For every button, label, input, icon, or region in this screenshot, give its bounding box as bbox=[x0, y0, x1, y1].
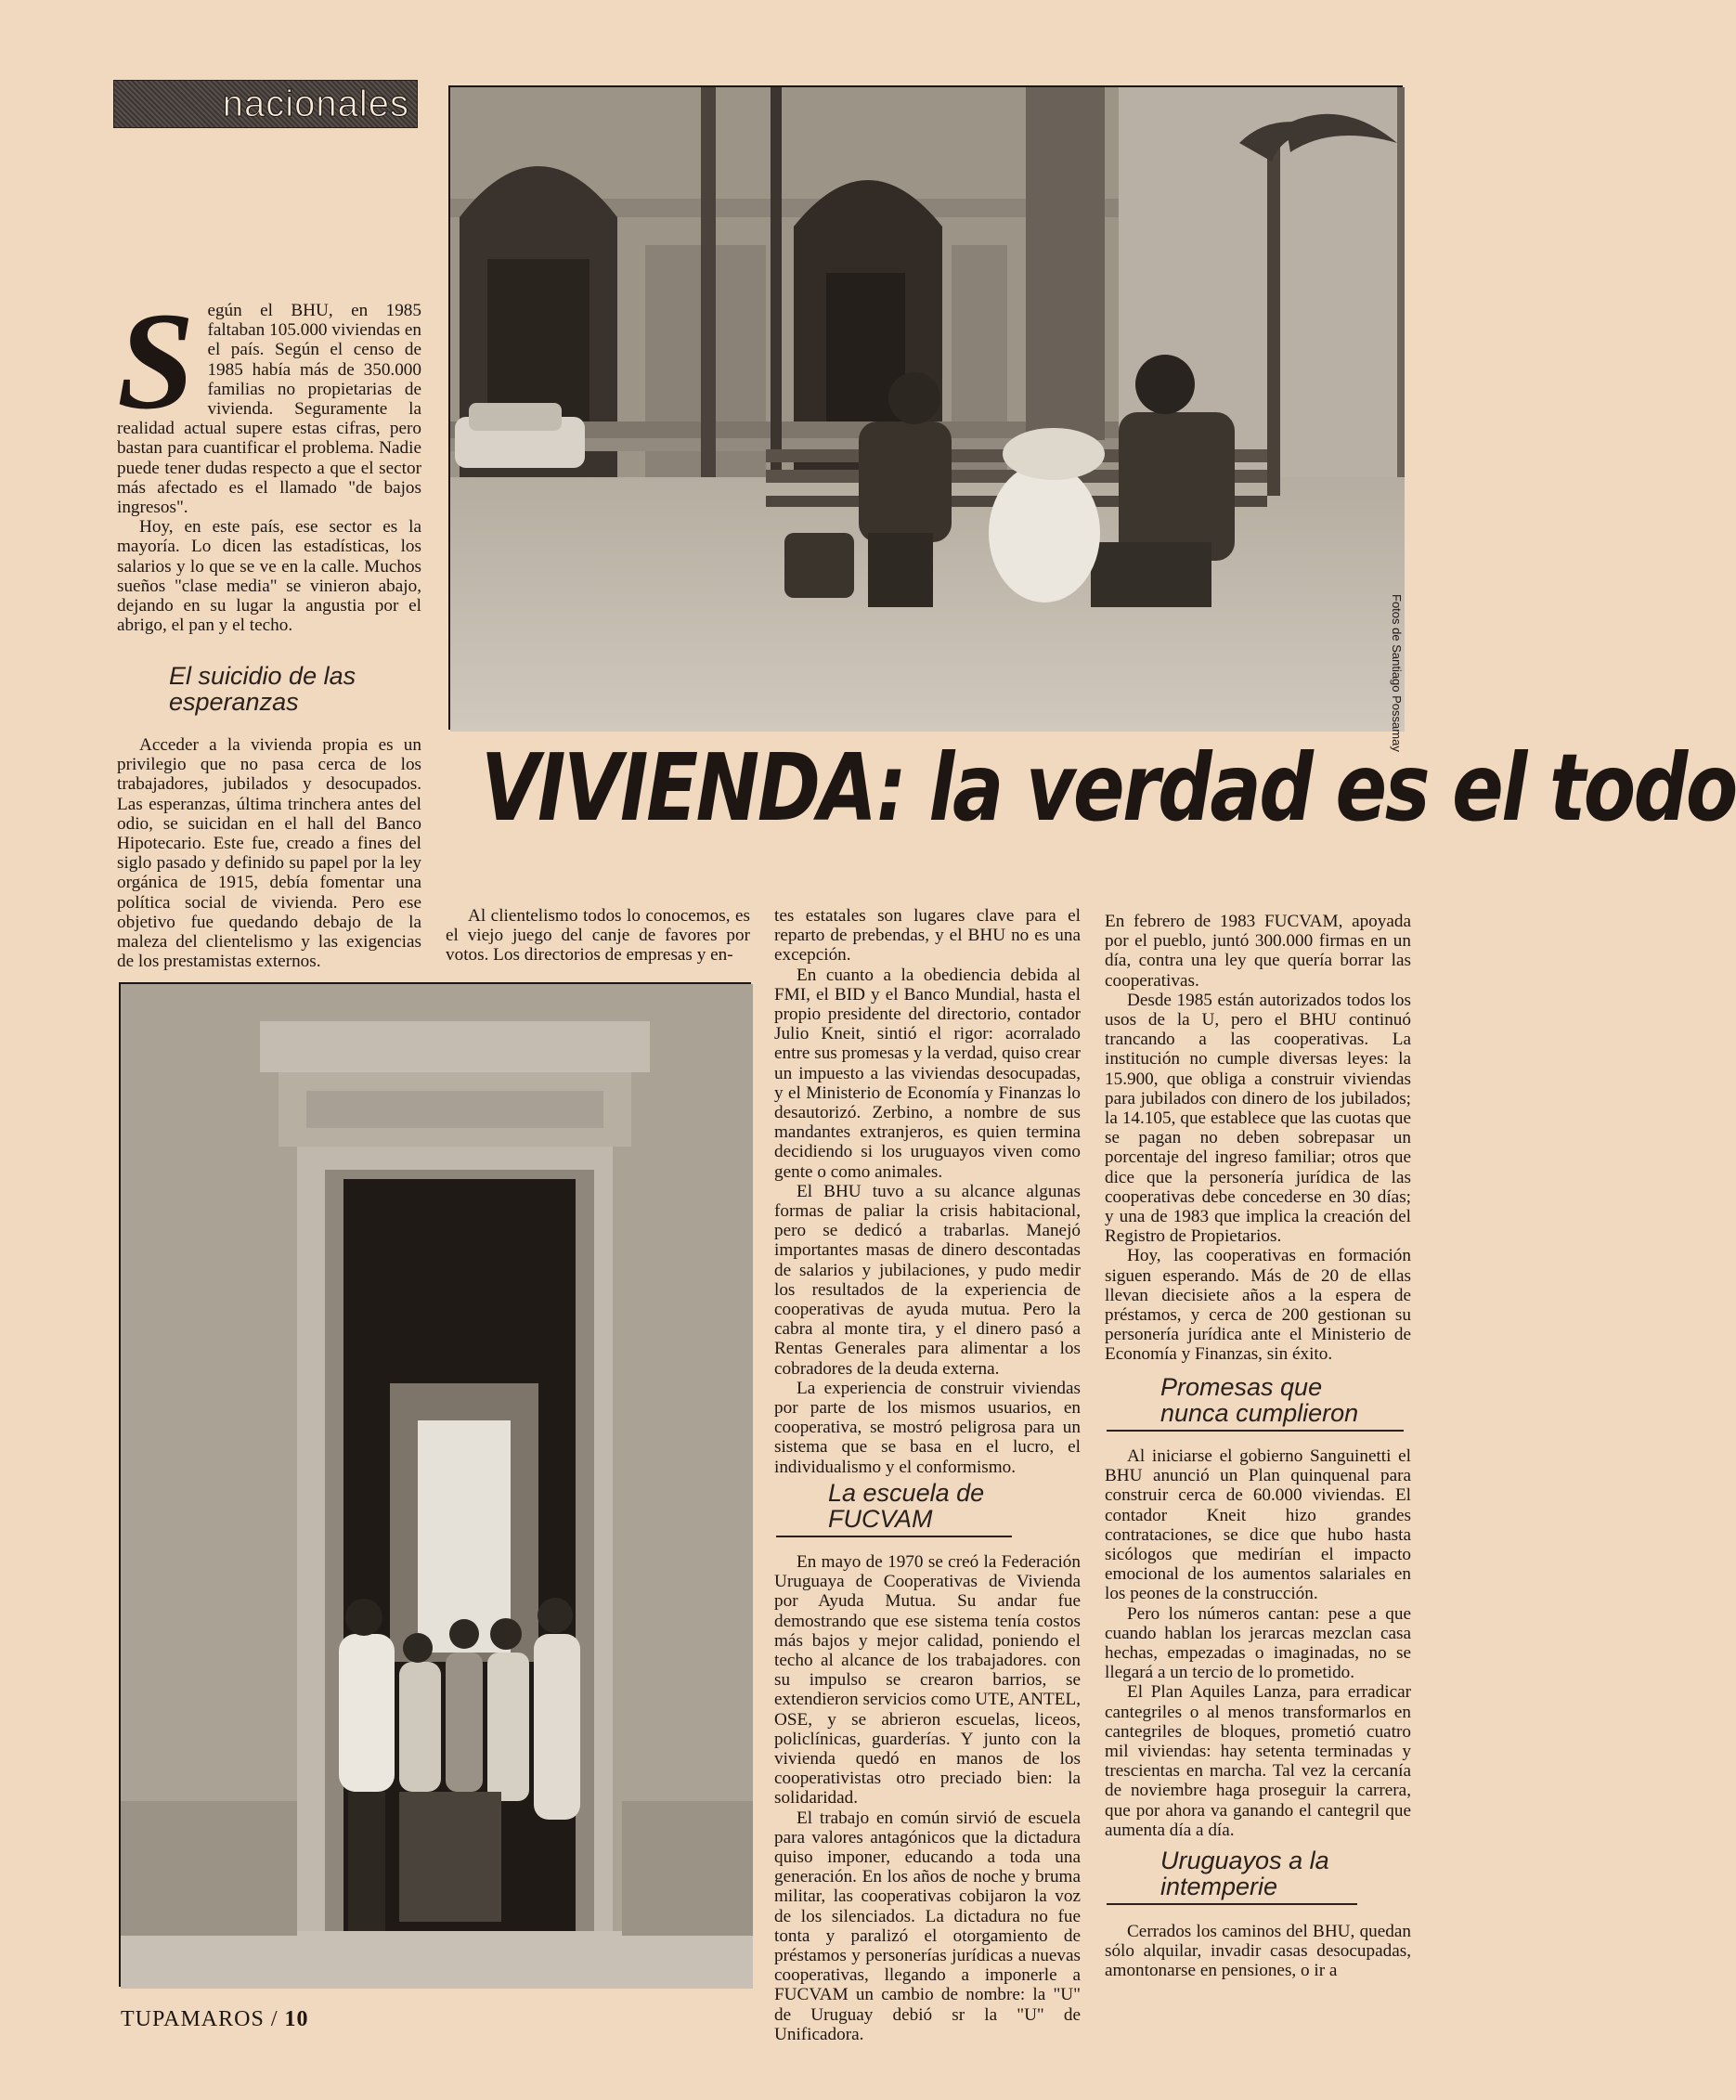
subhead-uruguayos-line2: intemperie bbox=[1160, 1873, 1278, 1900]
photo-family-doorway-image bbox=[121, 984, 753, 1989]
col4-paragraph-3: Al iniciarse el gobierno Sanguinetti el BHU anunció un Plan quinquenal para construir cerca de 60.000 viviendas. El contador Kneit hizo grandes contrataciones, se dice que hubo hasta sicólogos que medirían el impacto emocional de los aumentos salariales en los peones de la construcción. bbox=[1105, 1446, 1411, 1604]
col3-paragraph-3: La experiencia de construir viviendas por parte de los mismos usuarios, en cooperativa, se mostró peligrosa para un sistema que se basa en el lucro, el individualismo y el conformismo. bbox=[774, 1378, 1081, 1477]
col3-paragraph-1: En cuanto a la obediencia debida al FMI, el BID y el Banco Mundial, hasta el propio presidente del directorio, contador Julio Kneit, sintió el rigor: acorralado entre sus promesas y la verdad, quiso crear un impuesto a las viviendas desocupadas, y el Ministerio de Economía y Finanzas lo desautorizó. Zerbino, a nombre de sus mandantes extranjeros, es quien termina decidiendo si los uruguayos viven como gente o como animales. bbox=[774, 965, 1081, 1182]
col3-paragraph-0: tes estatales son lugares clave para el reparto de prebendas, y el BHU no es una excepción. bbox=[774, 906, 1081, 966]
intro-text bbox=[117, 284, 421, 636]
photo-family-doorway bbox=[119, 982, 751, 1987]
col4-paragraph-0: En febrero de 1983 FUCVAM, apoyada por el pueblo, juntó 300.000 firmas en un día, contra una ley que quería borrar las cooperativas. bbox=[1105, 912, 1411, 991]
col2-text bbox=[446, 906, 750, 966]
col4-paragraph-6: Cerrados los caminos del BHU, quedan sólo alquilar, invadir casas desocupadas, amontonarse en pensiones, o ir a bbox=[1105, 1922, 1411, 1981]
subhead-escuela bbox=[776, 1480, 1012, 1537]
col2-paragraph-1: Al clientelismo todos lo conocemos, es el viejo juego del canje de favores por votos. Los directorios de empresas y en- bbox=[446, 906, 750, 966]
footer-page-number: 10 bbox=[284, 2007, 309, 2031]
subhead-suicidio-line2: esperanzas bbox=[169, 688, 299, 716]
photo-plaza-bench-image bbox=[450, 87, 1405, 732]
col4-text-bottom bbox=[1105, 1922, 1411, 1981]
subhead-escuela-line1: La escuela de bbox=[828, 1479, 985, 1507]
photo-plaza-bench bbox=[448, 85, 1403, 730]
col4-paragraph-5: El Plan Aquiles Lanza, para erradicar cantegriles o al menos transformarlos en cantegriles de bloques, prometió cuatro mil viviendas: hay setenta terminadas y trescientas en marcha. Tal vez la cercanía de noviembre haga proseguir la carrera, que por ahora va ganando el cantegril que aumenta día a día. bbox=[1105, 1682, 1411, 1840]
subhead-suicidio bbox=[169, 663, 421, 715]
subhead-promesas bbox=[1107, 1374, 1404, 1432]
col3-paragraph-5: El trabajo en común sirvió de escuela para valores antagónicos que la dictadura quiso imponer, educando a toda una generación. En los años de noche y bruma militar, las cooperativas cobijaron la voz de los silenciados. La dictadura no fue tonta y paralizó el otorgamiento de préstamos y personerías jurídicas a nuevas cooperativas, llegando a imponerle a FUCVAM un cambio de nombre: la "U" de Uruguay debió sr la "U" de Unificadora. bbox=[774, 1808, 1081, 2044]
drop-cap: S bbox=[117, 284, 195, 438]
col4-text-middle bbox=[1105, 1446, 1411, 1840]
subhead-uruguayos-line1: Uruguayos a la bbox=[1160, 1847, 1329, 1874]
suicidio-text bbox=[117, 735, 421, 971]
subhead-uruguayos bbox=[1107, 1847, 1357, 1905]
photo-credit: Fotos de Santiago Possamay bbox=[1390, 594, 1404, 752]
subhead-escuela-line2: FUCVAM bbox=[828, 1505, 933, 1533]
footer-publication: TUPAMAROS / bbox=[121, 2007, 279, 2031]
section-label-text: nacionales bbox=[222, 83, 409, 124]
intro-paragraph-1: egún el BHU, en 1985 faltaban 105.000 viviendas en el país. Según el censo de 1985 había más de 350.000 familias no propietarias de vivienda. Seguramente la realidad actual supere estas cifras, pero bastan para cuantificar el problema. Nadie puede tener dudas respecto a que el sector más afectado es el llamado "de bajos ingresos". bbox=[117, 301, 421, 518]
col3-paragraph-2: El BHU tuvo a su alcance algunas formas de paliar la crisis habitacional, pero se dedicó a trabarlas. Manejó importantes masas de dinero descontadas de salarios y jubilaciones, y pudo medir los resultados de la experiencia de cooperativas de ayuda mutua. Pero la cabra al monte tira, y el dinero pasó a Rentas Generales para alimentar a los cobradores de la deuda externa. bbox=[774, 1181, 1081, 1379]
intro-paragraph-2: Hoy, en este país, ese sector es la mayoría. Lo dicen las estadísticas, los salarios y lo que se ve en la calle. Muchos sueños "clase media" se vinieron abajo, dejando en su lugar la angustia por el abrigo, el pan y el techo. bbox=[117, 517, 421, 636]
subhead-suicidio-line1: El suicidio de las bbox=[169, 662, 356, 690]
col4-paragraph-2: Hoy, las cooperativas en formación siguen esperando. Más de 20 de ellas llevan diecisiete años a la espera de préstamos, y cerca de 200 gestionan su personería jurídica ante el Ministerio de Economía y Finanzas, sin éxito. bbox=[1105, 1246, 1411, 1365]
headline: VIVIENDA: la verdad es el todo bbox=[481, 733, 1736, 842]
section-label bbox=[113, 80, 418, 128]
col3-text-top bbox=[774, 906, 1081, 1477]
col4-paragraph-4: Pero los números cantan: pese a que cuando hablan los jerarcas mezclan casa hechas, empezadas o imaginadas, no se llegará a un tercio de lo prometido. bbox=[1105, 1603, 1411, 1683]
page-footer bbox=[121, 2007, 309, 2032]
col3-paragraph-4: En mayo de 1970 se creó la Federación Uruguaya de Cooperativas de Vivienda por Ayuda Mutua. Su andar fue demostrando que ese sistema tenía costos más bajos y mejor calidad, poniendo el techo al alcance de los trabajadores. con su impulso se crearon barrios, se extendieron servicios como UTE, ANTEL, OSE, y se abrieron escuelas, liceos, policlínicas, guarderías. Y junto con la vivienda quedó en manos de los cooperativistas otro preciado bien: la solidaridad. bbox=[774, 1552, 1081, 1808]
col3-text-bottom bbox=[774, 1552, 1081, 2044]
suicidio-paragraph-1: Acceder a la vivienda propia es un privilegio que no pasa cerca de los trabajadores, jubilados y desocupados. Las esperanzas, última trinchera antes del odio, se suicidan en el hall del Banco Hipotecario. Este fue, creado a fines del siglo pasado y definido su papel por la ley orgánica de 1915, debía fomentar una política social de vivienda. Pero ese objetivo fue quedando debajo de la maleza del clientelismo y las exigencias de los prestamistas externos. bbox=[117, 735, 421, 972]
subhead-promesas-line2: nunca cumplieron bbox=[1160, 1399, 1359, 1427]
col4-paragraph-1: Desde 1985 están autorizados todos los usos de la U, pero el BHU continuó trancando a las cooperativas. La institución no cumple diversas leyes: la 15.900, que obliga a construir viviendas para jubilados con dinero de los jubilados; la 14.105, que establece que las cuotas que se pagan no deben sobrepasar un porcentaje del ingreso familiar; otros que dice que la personería jurídica de las cooperativas debe concederse en 30 días; y una de 1983 que implica la creación del Registro de Propietarios. bbox=[1105, 990, 1411, 1247]
col4-text-top bbox=[1105, 912, 1411, 1365]
subhead-promesas-line1: Promesas que bbox=[1160, 1373, 1323, 1401]
